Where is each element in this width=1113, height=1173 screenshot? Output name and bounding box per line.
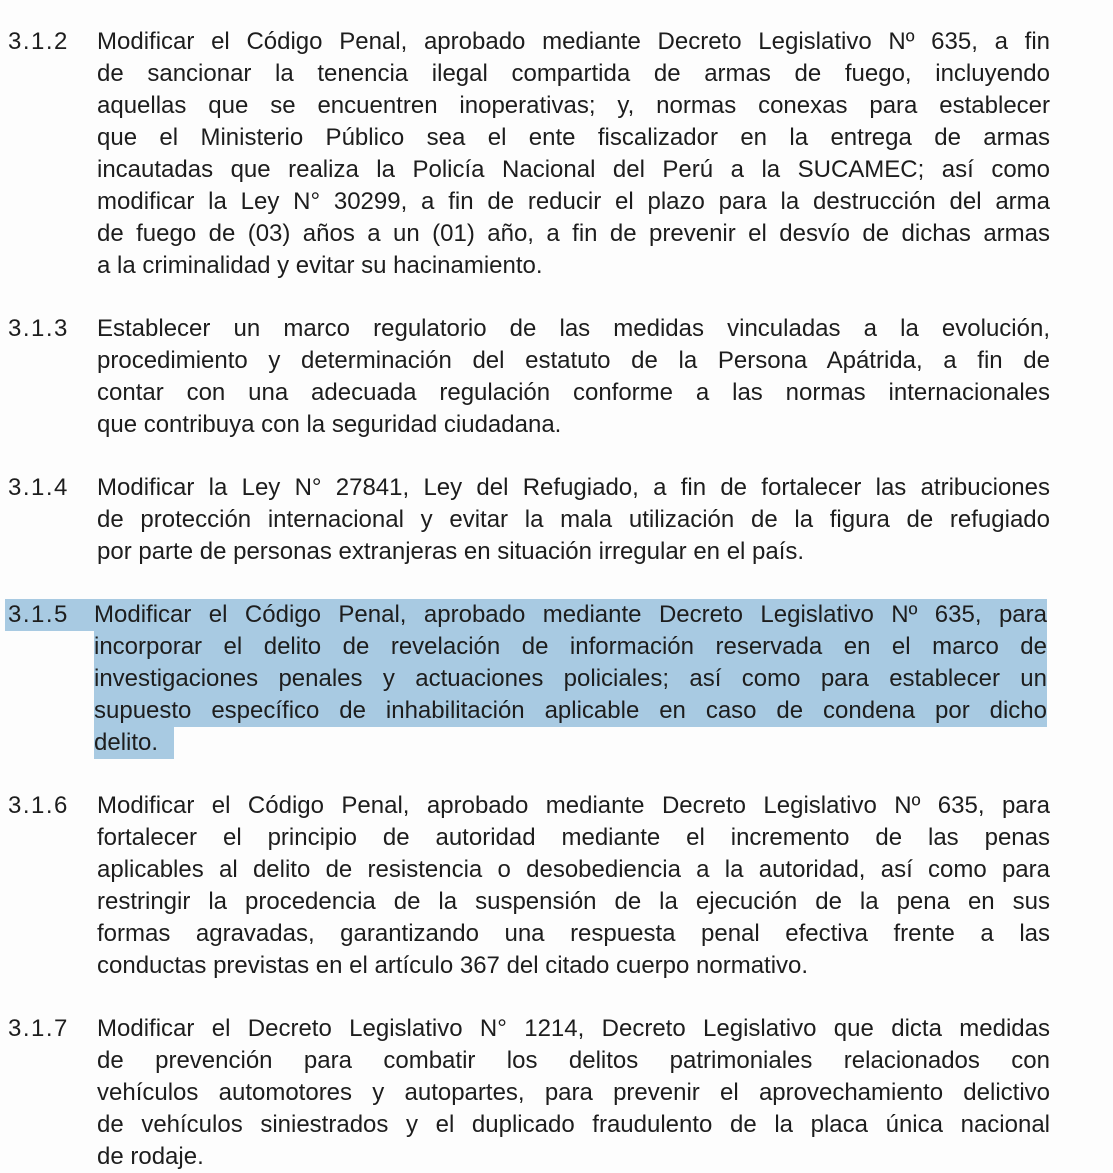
numbered-paragraph-3.1.7 xyxy=(8,1013,1113,1173)
text-line: supuesto específico de inhabilitación aplicable en caso de condena por dicho xyxy=(94,695,1047,727)
text-line xyxy=(94,727,1047,759)
text-line: por parte de personas extranjeras en situación irregular en el país. xyxy=(97,538,805,565)
text-line: Modificar el Decreto Legislativo N° 1214, Decreto Legislativo que dicta medidas xyxy=(97,1015,1050,1042)
paragraph-number: 3.1.5 xyxy=(5,599,94,631)
paragraph-number: 3.1.7 xyxy=(8,1015,69,1042)
text-line: contar con una adecuada regulación conforme a las normas internacionales xyxy=(97,379,1050,406)
paragraph-text xyxy=(94,599,1047,759)
paragraph-number: 3.1.3 xyxy=(8,315,69,342)
paragraph-number: 3.1.2 xyxy=(8,28,69,55)
text-line: incautadas que realiza la Policía Nacional del Perú a la SUCAMEC; así como xyxy=(97,156,1050,183)
paragraph-text xyxy=(97,26,1050,282)
text-line: restringir la procedencia de la suspensión de la ejecución de la pena en sus xyxy=(97,888,1050,915)
highlight-span: delito. xyxy=(94,727,174,759)
text-line: de protección internacional y evitar la mala utilización de la figura de refugiado xyxy=(97,506,1050,533)
paragraph-list xyxy=(8,26,1113,1173)
paragraph-text xyxy=(97,472,1050,568)
text-line: de prevención para combatir los delitos patrimoniales relacionados con xyxy=(97,1047,1050,1074)
text-line: procedimiento y determinación del estatuto de la Persona Apátrida, a fin de xyxy=(97,347,1050,374)
text-line: fortalecer el principio de autoridad mediante el incremento de las penas xyxy=(97,824,1050,851)
text-line: que el Ministerio Público sea el ente fiscalizador en la entrega de armas xyxy=(97,124,1050,151)
text-line: de vehículos siniestrados y el duplicado fraudulento de la placa única nacional xyxy=(97,1111,1050,1138)
text-line: vehículos automotores y autopartes, para prevenir el aprovechamiento delictivo xyxy=(97,1079,1050,1106)
text-line: Establecer un marco regulatorio de las medidas vinculadas a la evolución, xyxy=(97,315,1050,342)
text-line: aquellas que se encuentren inoperativas; y, normas conexas para establecer xyxy=(97,92,1050,119)
numbered-paragraph-3.1.5 xyxy=(8,599,1113,759)
paragraph-number: 3.1.4 xyxy=(8,474,69,501)
numbered-paragraph-3.1.4 xyxy=(8,472,1113,568)
text-line: aplicables al delito de resistencia o desobediencia a la autoridad, así como para xyxy=(97,856,1050,883)
numbered-paragraph-3.1.3 xyxy=(8,313,1113,441)
text-line: Modificar el Código Penal, aprobado mediante Decreto Legislativo Nº 635, para xyxy=(94,599,1047,631)
text-line: formas agravadas, garantizando una respuesta penal efectiva frente a las xyxy=(97,920,1050,947)
text-line: a la criminalidad y evitar su hacinamiento. xyxy=(97,252,543,279)
numbered-paragraph-3.1.6 xyxy=(8,790,1113,982)
text-line: que contribuya con la seguridad ciudadana. xyxy=(97,411,562,438)
text-line: incorporar el delito de revelación de información reservada en el marco de xyxy=(94,631,1047,663)
text-line: de fuego de (03) años a un (01) año, a fin de prevenir el desvío de dichas armas xyxy=(97,220,1050,247)
text-line: investigaciones penales y actuaciones policiales; así como para establecer un xyxy=(94,663,1047,695)
numbered-paragraph-3.1.2 xyxy=(8,26,1113,282)
paragraph-text xyxy=(97,790,1050,982)
paragraph-text xyxy=(97,1013,1050,1173)
paragraph-text xyxy=(97,313,1050,441)
text-line: de sancionar la tenencia ilegal compartida de armas de fuego, incluyendo xyxy=(97,60,1050,87)
text-line: conductas previstas en el artículo 367 del citado cuerpo normativo. xyxy=(97,952,809,979)
text-line: Modificar el Código Penal, aprobado mediante Decreto Legislativo Nº 635, a fin xyxy=(97,28,1050,55)
text-line: Modificar el Código Penal, aprobado mediante Decreto Legislativo Nº 635, para xyxy=(97,792,1050,819)
text-line: modificar la Ley N° 30299, a fin de reducir el plazo para la destrucción del arma xyxy=(97,188,1050,215)
paragraph-number: 3.1.6 xyxy=(8,792,69,819)
text-line: Modificar la Ley N° 27841, Ley del Refugiado, a fin de fortalecer las atribuciones xyxy=(97,474,1050,501)
text-line: de rodaje. xyxy=(97,1143,204,1170)
